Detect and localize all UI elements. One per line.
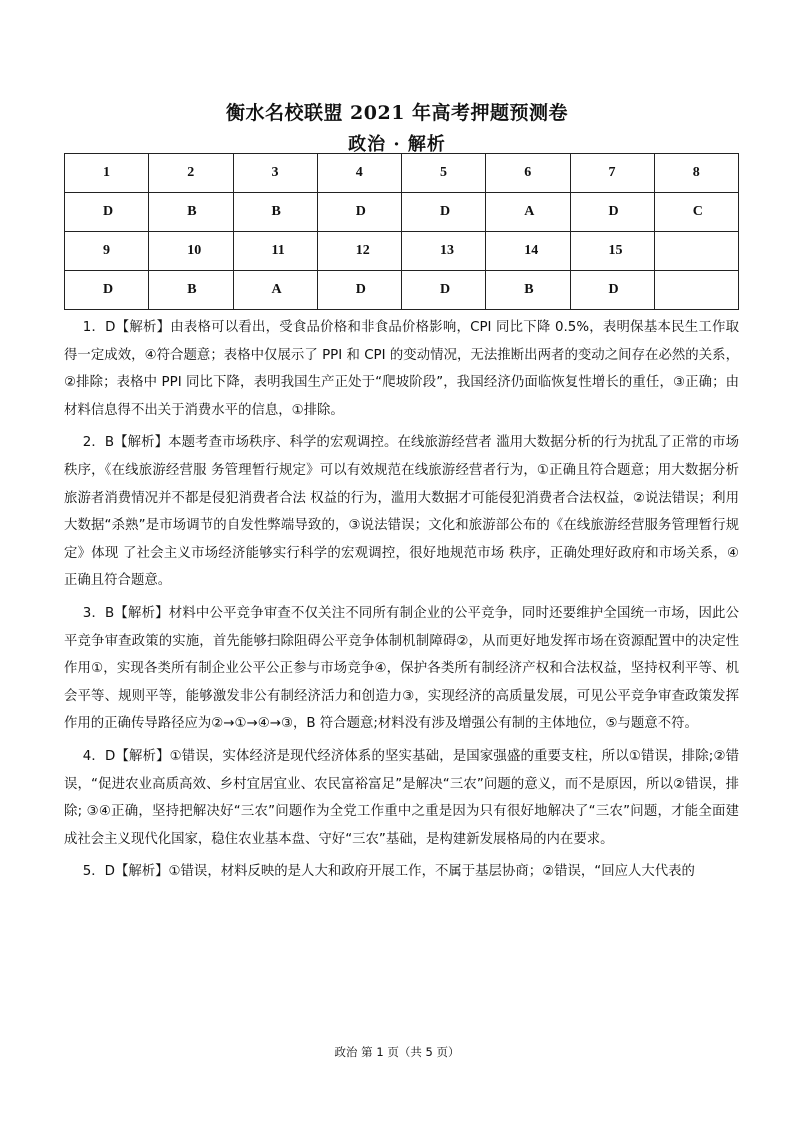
answer-table: [64, 153, 739, 310]
table-cell: 15: [570, 232, 654, 271]
table-cell: B: [233, 193, 317, 232]
table-cell: D: [65, 193, 149, 232]
table-cell: D: [402, 271, 486, 310]
table-cell: 1: [65, 154, 149, 193]
table-cell: A: [486, 193, 570, 232]
table-cell: B: [149, 271, 233, 310]
explanation-2: 2．B【解析】本题考查市场秩序、科学的宏观调控。在线旅游经营者 滥用大数据分析的行为扰乱了正常的市场秩序，《在线旅游经营服 务管理暂行规定》可以有效规范在线旅游经营者行为，①正确且符合题意；用大数据分析旅游者消费情况并不都是侵犯消费者合法 权益的行为，滥用大数据才可能侵犯消费者合法权益，②说法错误；利用大数据“杀熟”是市场调节的自发性弊端导致的，③说法错误；文化和旅游部公布的《在线旅游经营服务管理暂行规定》体现 了社会主义市场经济能够实行科学的宏观调控，很好地规范市场 秩序，正确处理好政府和市场关系，④正确且符合题意。: [64, 435, 739, 589]
table-cell: [654, 232, 738, 271]
explanation-1: 1．D【解析】由表格可以看出，受食品价格和非食品价格影响，CPI 同比下降 0.5%，表明保基本民生工作取得一定成效，④符合题意；表格中仅展示了 PPI 和 CPI 的变动情况，无法推断出两者的变动之间存在必然的关系，②排除；表格中 PPI 同比下降，表明我国生产正处于“爬坡阶段”，我国经济仍面临恢复性增长的重任，③正确；由材料信息得不出关于消费水平的信息，①排除。: [64, 320, 739, 418]
table-cell: 10: [149, 232, 233, 271]
table-cell: 11: [233, 232, 317, 271]
table-cell: 14: [486, 232, 570, 271]
table-cell: [654, 271, 738, 310]
table-cell: 4: [317, 154, 401, 193]
table-cell: B: [149, 193, 233, 232]
table-cell: 5: [402, 154, 486, 193]
table-cell: D: [570, 193, 654, 232]
table-cell: 13: [402, 232, 486, 271]
table-cell: B: [486, 271, 570, 310]
table-cell: A: [233, 271, 317, 310]
explanation-4: 4．D【解析】①错误，实体经济是现代经济体系的坚实基础，是国家强盛的重要支柱，所以①错误，排除;②错误，“促进农业高质高效、乡村宜居宜业、农民富裕富足”是解决“三农”问题的意义，而不是原因，所以②错误，排除; ③④正确，坚持把解决好“三农”问题作为全党工作重中之重是因为只有很好地解决了“三农”问题，才能全面建成社会主义现代化国家，稳住农业基本盘、守好“三农”基础，是构建新发展格局的内在要求。: [64, 748, 739, 847]
table-cell: D: [570, 271, 654, 310]
document-subtitle: 政治 · 解析: [348, 134, 446, 155]
table-row: [65, 232, 739, 271]
document-title: 衡水名校联盟 2021 年高考押题预测卷: [225, 102, 569, 124]
table-cell: D: [402, 193, 486, 232]
table-cell: D: [317, 193, 401, 232]
table-cell: 6: [486, 154, 570, 193]
explanations: [64, 314, 739, 891]
table-row: [65, 193, 739, 232]
table-cell: 2: [149, 154, 233, 193]
explanation-3: 3．B【解析】材料中公平竞争审查不仅关注不同所有制企业的公平竞争，同时还要维护全国统一市场，因此公平竞争审查政策的实施，首先能够扫除阻碍公平竞争体制机制障碍②，从而更好地发挥市场在资源配置中的决定性作用①，实现各类所有制企业公平公正参与市场竞争④，保护各类所有制经济产权和合法权益，坚持权利平等、机会平等、规则平等，能够激发非公有制经济活力和创造力③，实现经济的高质量发展，可见公平竞争审查政策发挥作用的正确传导路径应为②→①→④→③，B 符合题意;材料没有涉及增强公有制的主体地位，⑤与题意不符。: [64, 605, 739, 732]
table-row: [65, 271, 739, 310]
table-cell: C: [654, 193, 738, 232]
explanation-5: 5．D【解析】①错误，材料反映的是人大和政府开展工作，不属于基层协商；②错误，“回应人大代表的: [82, 864, 695, 880]
table-cell: 8: [654, 154, 738, 193]
table-cell: 3: [233, 154, 317, 193]
table-cell: D: [65, 271, 149, 310]
table-cell: D: [317, 271, 401, 310]
table-cell: 7: [570, 154, 654, 193]
table-row: [65, 154, 739, 193]
table-cell: 9: [65, 232, 149, 271]
page-footer: 政治 第 1 页（共 5 页）: [334, 1045, 460, 1059]
table-cell: 12: [317, 232, 401, 271]
